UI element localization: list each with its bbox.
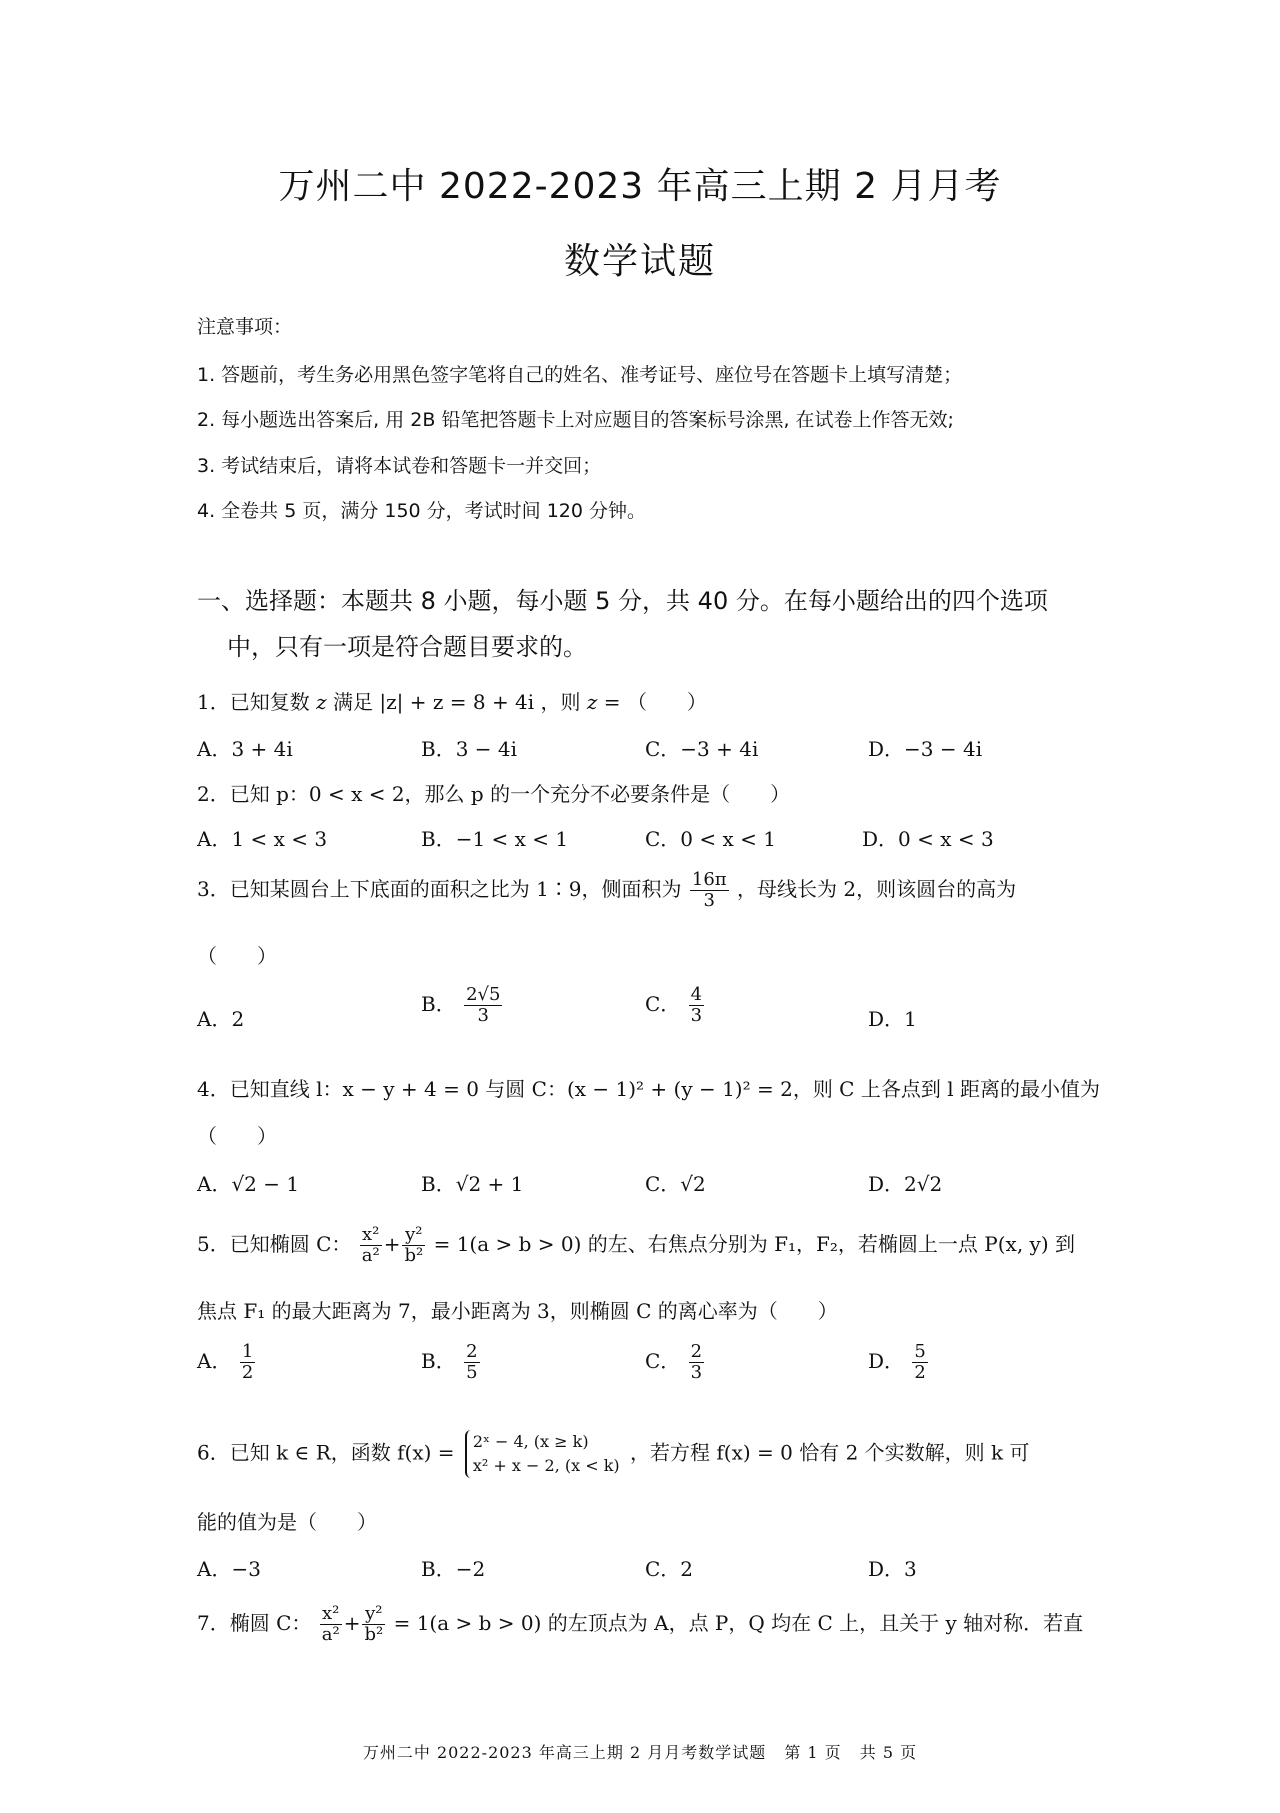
q3-option-b: B． $\frac{2√5}{3}$ [421,984,501,1026]
q2-option-a: A．1 < x < 3 [197,827,328,851]
notice-item-4: 4. 全卷共 5 页，满分 150 分，考试时间 120 分钟。 [197,500,647,522]
footer-title: 万州二中 2022-2023 年高三上期 2 月月考数学试题 [362,1743,767,1762]
question-3: 3．已知某圆台上下底面的面积之比为 1∶9，侧面积为 $\frac{16\pi}{3}$ ，母线长为 2，则该圆台的高为 [197,869,1017,911]
notice-item-2: 2. 每小题选出答案后, 用 2B 铅笔把答题卡上对应题目的答案标号涂黑, 在试卷上作答无效; [197,409,954,431]
q6-piecewise: 2ˣ − 4, (x ≥ k) x² + x − 2, (x < k) [465,1430,620,1478]
q2-option-d: D．0 < x < 3 [862,827,994,851]
q3-option-a: A．2 [197,1007,245,1031]
notice-heading: 注意事项： [197,316,293,338]
question-5: 5．已知椭圆 C： $\frac{\text{x²}}{\text{a²}}$ + $\frac{\text{y²}}{\text{b²}}$ = 1(a > b > 0) 的左、右焦点分别为 F₁，F₂，若椭圆上一点 P(x, y) 到 [197,1224,1075,1266]
q5-option-b: B． $\frac{2}{5}$ [421,1341,478,1383]
notice-item-1: 1. 答题前，考生务必用黑色签字笔将自己的姓名、准考证号、座位号在答题卡上填写清楚； [197,364,963,386]
q4-option-a: A．√2 − 1 [197,1172,300,1196]
q5-option-c: C． $\frac{2}{3}$ [645,1341,703,1383]
footer-page: 第 1 页 [784,1743,842,1762]
question-2: 2．已知 p：0 < x < 2，那么 p 的一个充分不必要条件是（ ） [197,782,791,806]
notice-item-3: 3. 考试结束后，请将本试卷和答题卡一并交回； [197,455,602,477]
question-1: 1．已知复数 z 满足 |z| + z = 8 + 4i ，则 z = （ ） [197,690,707,714]
exam-subtitle: 数学试题 [563,241,716,282]
section-1-heading [197,578,1097,670]
q1-option-c: C．−3 + 4i [645,737,759,761]
question-4: 4．已知直线 l：x − y + 4 = 0 与圆 C：(x − 1)² + (y − 1)² = 2，则 C 上各点到 l 距离的最小值为 [197,1077,1100,1101]
q1-option-b: B．3 − 4i [421,737,518,761]
footer-total: 共 5 页 [859,1743,918,1762]
q2-option-b: B．−1 < x < 1 [421,827,569,851]
q4-option-d: D．2√2 [868,1172,943,1196]
section-1-line1: 一、选择题：本题共 8 小题，每小题 5 分，共 40 分。在每小题给出的四个选项 [197,587,1048,615]
q4-option-c: C．√2 [645,1172,706,1196]
q1-option-d: D．−3 − 4i [868,737,983,761]
q5-option-a: A． $\frac{1}{2}$ [197,1341,254,1383]
q3-option-c: C． $\frac{4}{3}$ [645,984,703,1026]
q1-option-a: A．3 + 4i [197,737,293,761]
q4-option-b: B．√2 + 1 [421,1172,524,1196]
q6-option-d: D．3 [868,1557,917,1581]
q1-expression: |z| + z = 8 + 4i [379,690,535,714]
q5-line2: 焦点 F₁ 的最大距离为 7，最小距离为 3，则椭圆 C 的离心率为（ ） [197,1299,838,1323]
q3-paren: （ ） [197,944,277,968]
page-footer [0,1740,1280,1763]
q2-option-c: C．0 < x < 1 [645,827,776,851]
q3-option-d: D．1 [868,1007,917,1031]
q4-paren: （ ） [197,1124,277,1148]
q6-option-a: A．−3 [197,1557,261,1581]
q6-line2: 能的值为是（ ） [197,1510,377,1534]
q5-option-d: D． $\frac{5}{2}$ [868,1341,926,1383]
question-6: 6．已知 k ∈ R，函数 f(x) = 2ˣ − 4, (x ≥ k) x² + x − 2, (x < k) ，若方程 f(x) = 0 恰有 2 个实数解，则 k 可 [197,1430,1097,1478]
question-7: 7．椭圆 C： $\frac{\text{x²}}{\text{a²}}$ + $\frac{\text{y²}}{\text{b²}}$ = 1(a > b > 0) 的左顶点为 A，点 P，Q 均在 C 上，且关于 y 轴对称．若直 [197,1603,1084,1645]
q6-option-b: B．−2 [421,1557,486,1581]
q3-fraction: $\frac{16\pi}{3}$ [691,869,727,911]
section-1-line2: 中，只有一项是符合题目要求的。 [227,633,587,661]
exam-title: 万州二中 2022-2023 年高三上期 2 月月考 [278,166,1002,207]
q6-option-c: C．2 [645,1557,694,1581]
